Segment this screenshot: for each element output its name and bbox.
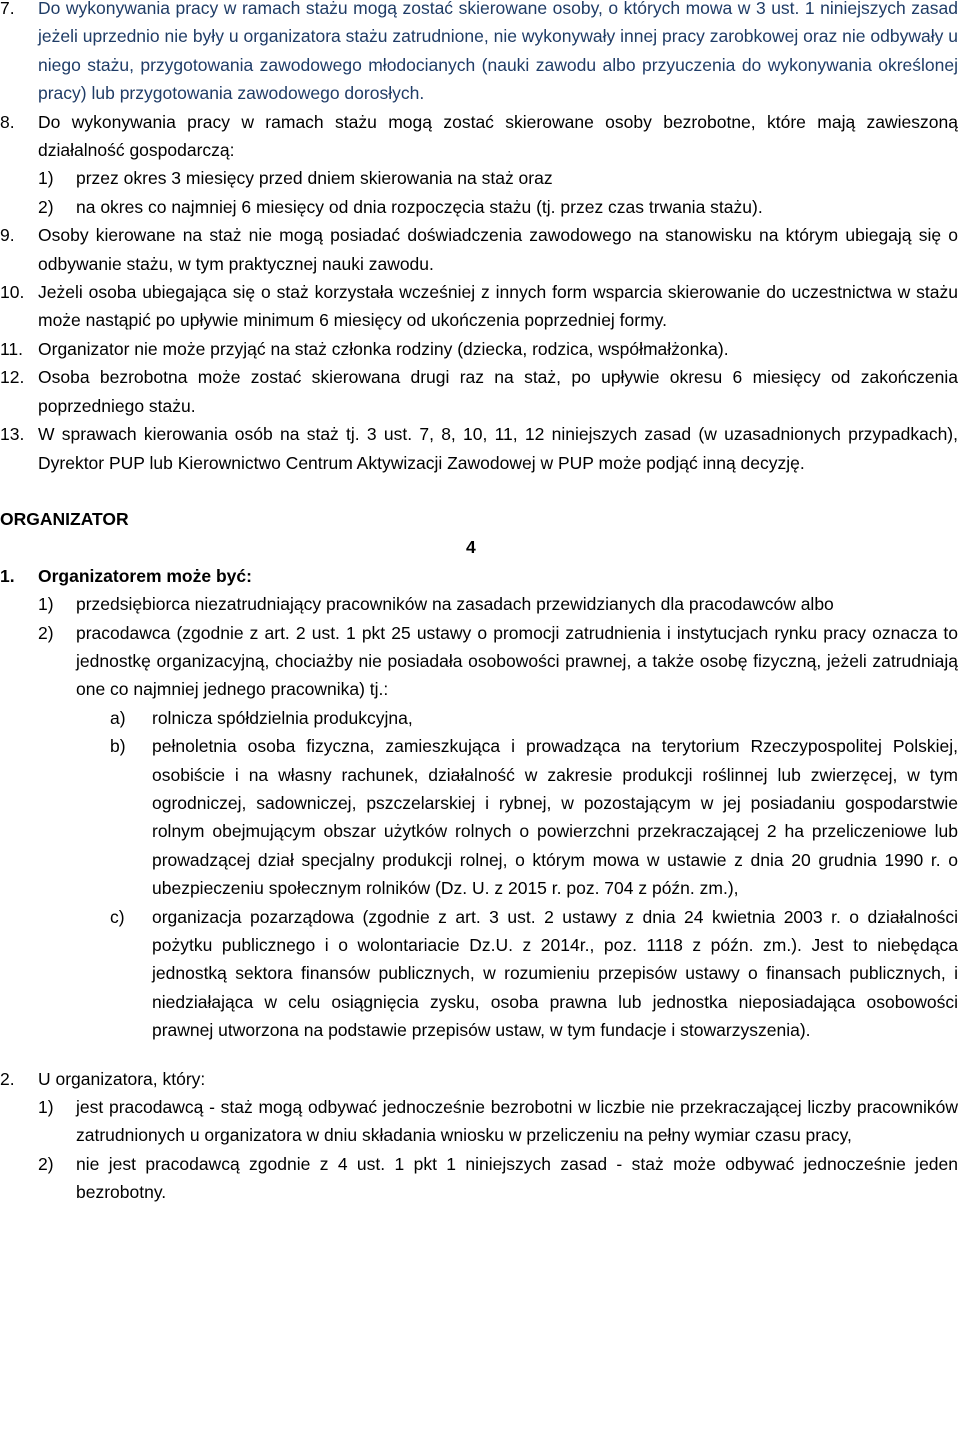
- subpoint-letter: a): [110, 707, 126, 728]
- clause-number: 2.: [0, 1068, 15, 1089]
- subpoint-text: pełnoletnia osoba fizyczna, zamieszkująca i prowadząca na terytorium Rzeczypospolitej Polskiej, osobiście i na własny rachunek, działalność w zakresie produkcji roślinnej lub zwierzęcej, w tym ogrodniczej, sadowniczej, pszczelarskiej i rybnej, w pozostającym w jej posiadaniu gospodarstwie rolnym obejmującym obszar użytków rolnych o powierzchni przekraczającej 2 ha przeliczeniowe lub prowadzącej dział specjalny produkcji rolnej, o którym mowa w ustawie z dnia 20 grudnia 1990 r. o ubezpieczeniu społecznym rolników (Dz. U. z 2015 r. poz. 704 z późn. zm.),: [152, 736, 958, 899]
- clause-4-1: [0, 562, 958, 590]
- clause-number: 1.: [0, 565, 15, 586]
- clause-8-point-1: [0, 164, 958, 192]
- point-text: nie jest pracodawcą zgodnie z 4 ust. 1 pkt 1 niniejszych zasad - staż może odbywać jednocześnie jeden bezrobotny.: [76, 1153, 958, 1203]
- clause-text: Osoba bezrobotna może zostać skierowana drugi raz na staż, po upływie okresu 6 miesięcy od zakończenia poprzedniego stażu.: [38, 367, 958, 416]
- point-number: 2): [38, 196, 54, 217]
- subpoint-letter: b): [110, 736, 126, 757]
- clause-4-1-point-1: [0, 590, 958, 618]
- clause-number: 9.: [0, 225, 15, 246]
- clause-text: U organizatora, który:: [38, 1068, 206, 1089]
- point-text: przez okres 3 miesięcy przed dniem skierowania na staż oraz: [76, 168, 553, 189]
- clause-number: 12.: [0, 367, 25, 388]
- point-number: 2): [38, 1153, 54, 1174]
- clause-8: [0, 108, 958, 165]
- clause-4-2-point-2: [0, 1150, 958, 1207]
- clause-number: 10.: [0, 282, 25, 303]
- clause-11: [0, 335, 958, 363]
- point-text: jest pracodawcą - staż mogą odbywać jednocześnie bezrobotni w liczbie nie przekraczającej liczby pracowników zatrudnionych u organizatora w dniu składania wniosku w przeliczeniu na pełny wymiar czasu pracy,: [76, 1097, 958, 1146]
- clause-4-1-point-2: [0, 619, 958, 704]
- clause-12: [0, 363, 958, 420]
- paragraph-number: 4: [466, 537, 476, 558]
- clause-text: Organizator nie może przyjąć na staż członka rodziny (dziecka, rodzica, współmałżonka).: [38, 338, 729, 359]
- clause-10: [0, 278, 958, 335]
- clause-text: Jeżeli osoba ubiegająca się o staż korzystała wcześniej z innych form wsparcia skierowanie do uczestnictwa w stażu może nastąpić po upływie minimum 6 miesięcy od ukończenia poprzedniej formy.: [38, 282, 958, 331]
- point-number: 2): [38, 622, 54, 643]
- subpoint-c: [0, 903, 958, 1045]
- point-number: 1): [38, 594, 54, 615]
- clause-7: [0, 0, 958, 108]
- clause-4-2: [0, 1065, 958, 1093]
- clause-8-point-2: [0, 193, 958, 221]
- point-text: przedsiębiorca niezatrudniający pracowników na zasadach przewidzianych dla pracodawców albo: [76, 594, 834, 615]
- clause-text: W sprawach kierowania osób na staż tj. 3 ust. 7, 8, 10, 11, 12 niniejszych zasad (w uzasadnionych przypadkach), Dyrektor PUP lub Kierownictwo Centrum Aktywizacji Zawodowej w PUP może podjąć inną decyzję.: [38, 424, 958, 473]
- clause-text: Do wykonywania pracy w ramach stażu mogą zostać skierowane osoby bezrobotne, które mają zawieszoną działalność gospodarczą:: [38, 111, 958, 161]
- subpoint-a: [0, 704, 958, 732]
- clause-text: Organizatorem może być:: [38, 565, 252, 586]
- clause-text: Do wykonywania pracy w ramach stażu mogą zostać skierowane osoby, o których mowa w 3 ust. 1 niniejszych zasad jeżeli uprzednio nie były u organizatora stażu zatrudnione, nie wykonywały innej pracy zarobkowej oraz nie odbywały u niego stażu, przygotowania zawodowego młodocianych (nauki zawodu albo przyuczenia do wykonywania określonej pracy) lub przygotowania zawodowego dorosłych.: [38, 0, 958, 104]
- point-number: 1): [38, 1097, 54, 1118]
- clause-4-2-point-1: [0, 1093, 958, 1150]
- clause-number: 13.: [0, 424, 25, 445]
- subpoint-text: organizacja pozarządowa (zgodnie z art. 3 ust. 2 ustawy z dnia 24 kwietnia 2003 r. o działalności pożytku publicznego i o wolontariacie Dz.U. z 2014r., poz. 1118 z późn. zm.). Jest to niebędąca jednostką sektora finansów publicznych, w rozumieniu przepisów ustawy o finansach publicznych, i niedziałająca w celu osiągnięcia zysku, osoba prawna lub jednostka nieposiadająca osobowości prawnej utworzona na podstawie przepisów ustaw, w tym fundacje i stowarzyszenia).: [152, 906, 958, 1041]
- clause-number: 11.: [0, 338, 24, 359]
- clause-number: 7.: [0, 0, 15, 18]
- clause-number: 8.: [0, 111, 15, 132]
- subpoint-letter: c): [110, 906, 125, 927]
- clause-text: Osoby kierowane na staż nie mogą posiadać doświadczenia zawodowego na stanowisku na którym ubiegają się o odbywanie stażu, w tym praktycznej nauki zawodu.: [38, 225, 958, 274]
- subpoint-b: [0, 732, 958, 902]
- subpoint-text: rolnicza spółdzielnia produkcyjna,: [152, 707, 413, 728]
- clause-9: [0, 221, 958, 278]
- section-heading: ORGANIZATOR: [0, 508, 129, 529]
- clause-13: [0, 420, 958, 477]
- point-text: pracodawca (zgodnie z art. 2 ust. 1 pkt 25 ustawy o promocji zatrudnienia i instytucjach rynku pracy oznacza to jednostkę organizacyjną, chociażby nie posiadała osobowości prawnej, a także osobę fizyczną, jeżeli zatrudniają one co najmniej jednego pracownika) tj.:: [76, 622, 958, 700]
- point-number: 1): [38, 168, 54, 189]
- point-text: na okres co najmniej 6 miesięcy od dnia rozpoczęcia stażu (tj. przez czas trwania stażu).: [76, 196, 763, 217]
